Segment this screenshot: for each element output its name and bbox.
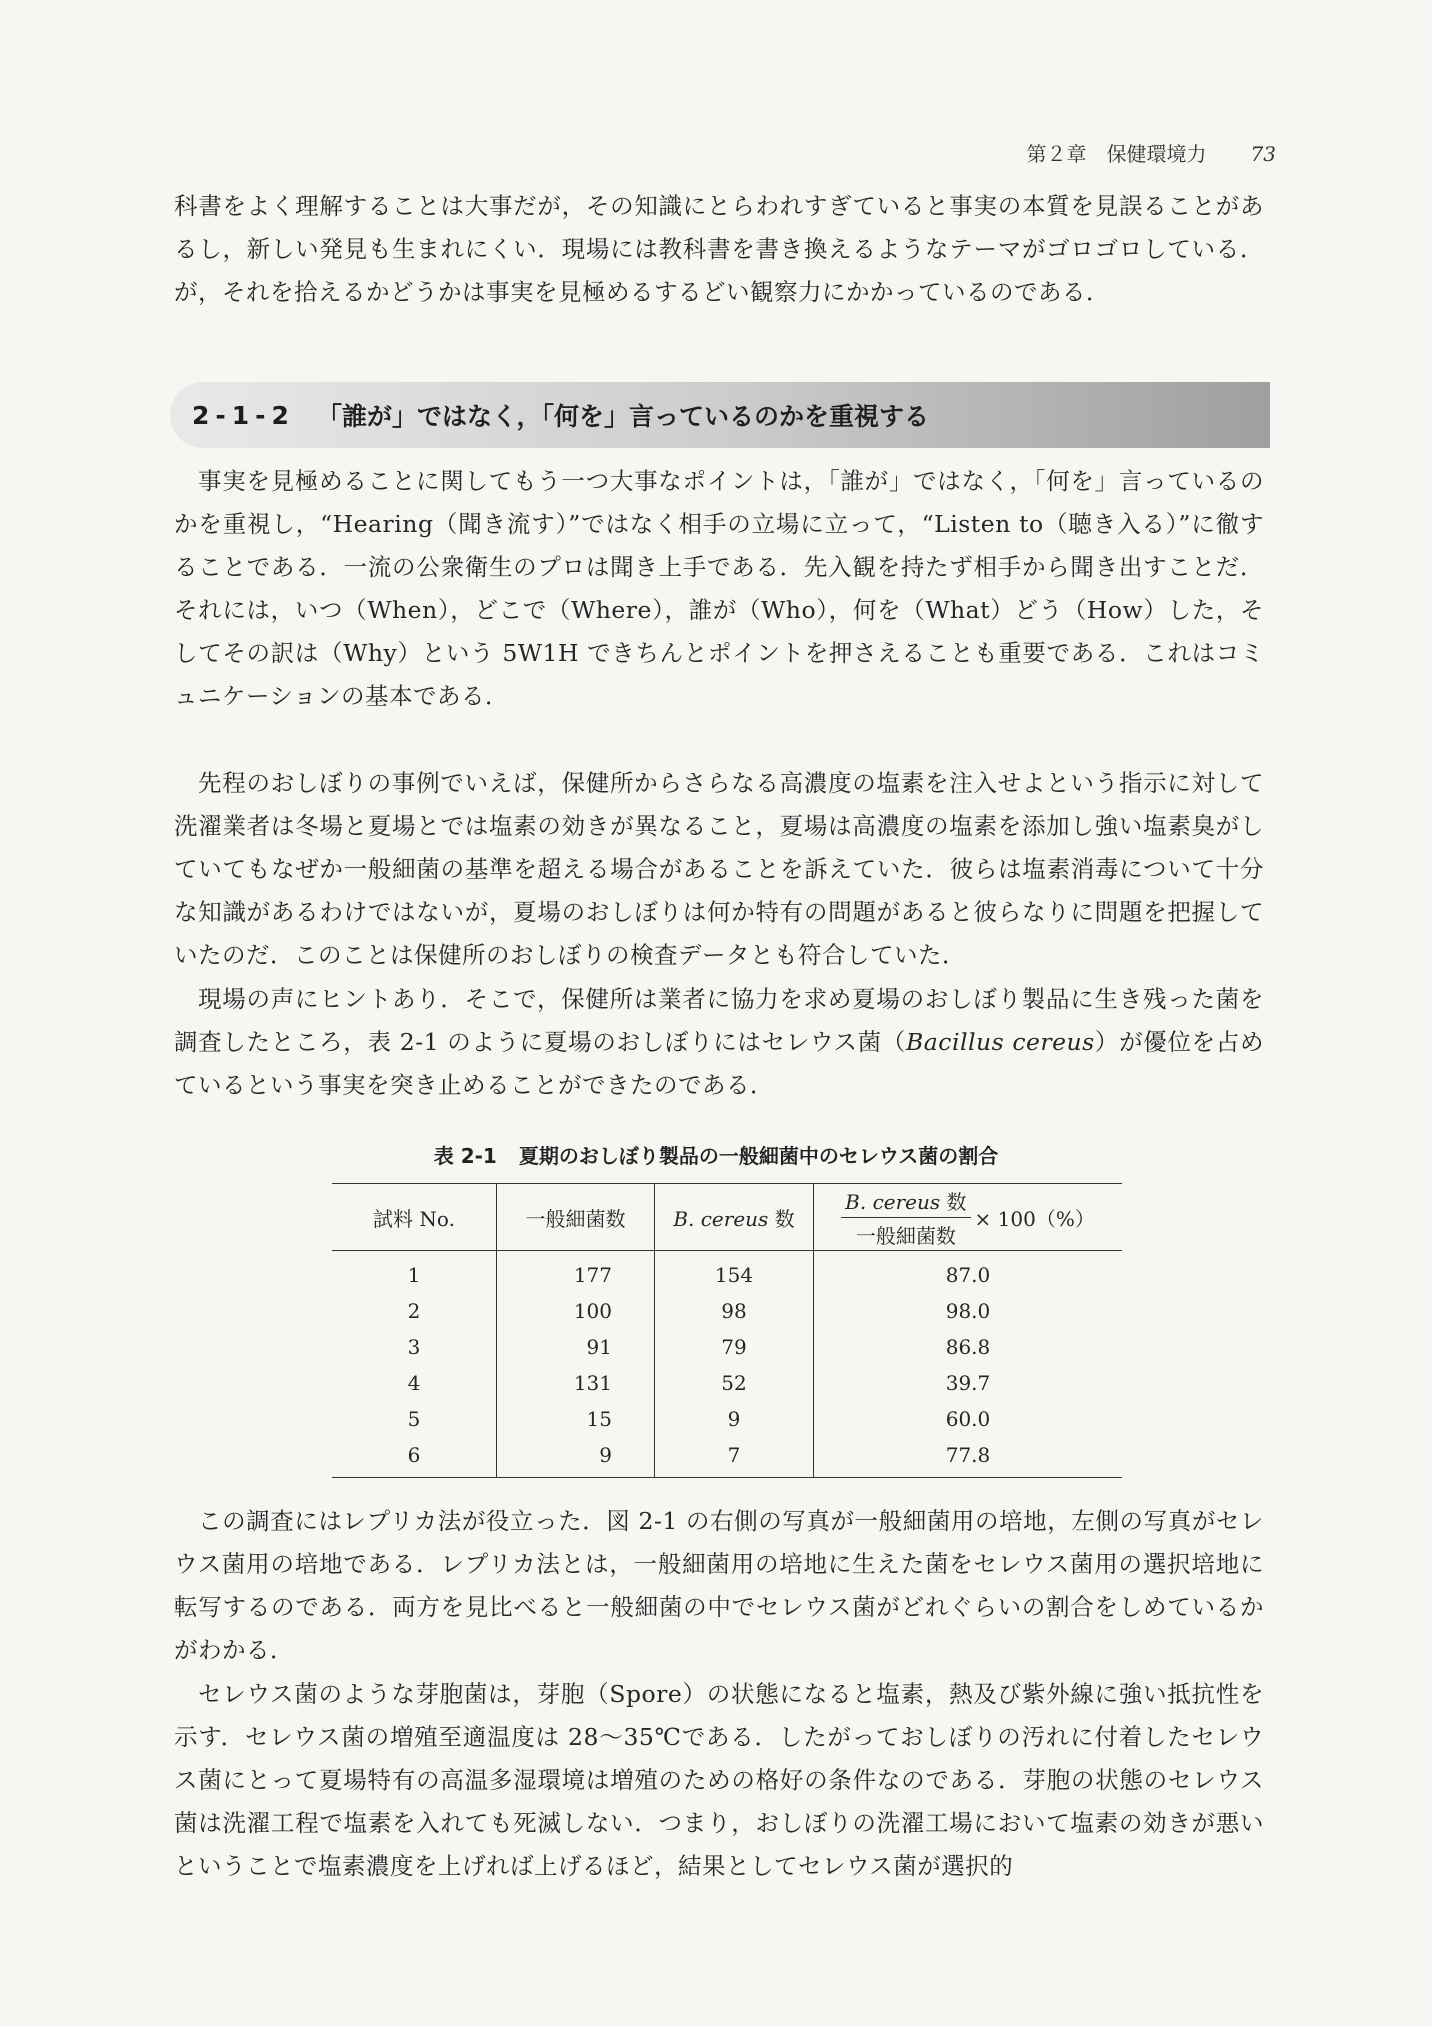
cell-cereus: 79 [655, 1329, 814, 1365]
cell-ratio: 86.8 [814, 1329, 1123, 1365]
cell-ratio: 39.7 [814, 1365, 1123, 1401]
cell-ratio: 77.8 [814, 1437, 1123, 1478]
cell-ratio: 98.0 [814, 1293, 1123, 1329]
cell-ratio: 60.0 [814, 1401, 1123, 1437]
table-row [332, 1365, 1122, 1401]
cell-sample: 1 [407, 1263, 421, 1287]
running-header [1027, 138, 1276, 167]
ratio-numerator-suffix: 数 [940, 1189, 967, 1214]
cell-sample: 3 [407, 1335, 421, 1359]
ratio-denominator: 一般細菌数 [855, 1223, 956, 1248]
cell-cereus: 154 [655, 1251, 814, 1294]
table-row [332, 1401, 1122, 1437]
cell-cereus: 7 [655, 1437, 814, 1478]
header-cereus [655, 1184, 814, 1251]
paragraph-3-text-a: 現場の声にヒントあり．そこで，保健所は業者に協力を求め夏場のおしぼり製品に生き残った菌を調査したところ，表 2-1 のように夏場のおしぼりにはセレウス菌（ [174, 985, 1264, 1056]
paragraph-5: セレウス菌のような芽胞菌は，芽胞（Spore）の状態になると塩素，熱及び紫外線に強い抵抗性を示す．セレウス菌の増殖至適温度は 28〜35℃である．したがっておしぼりの汚れに付着したセレウス菌にとって夏場特有の高温多湿環境は増殖のための格好の条件なのである．芽胞の状態のセレウス菌は洗濯工程で塩素を入れても死滅しない．つまり，おしぼりの洗濯工場において塩素の効きが悪いということで塩素濃度を上げれば上げるほど，結果としてセレウス菌が選択的 [174, 1680, 1264, 1880]
section-title: 「誰が」ではなく，「何を」言っているのかを重視する [316, 402, 929, 431]
cell-ratio: 87.0 [814, 1251, 1123, 1294]
table-row [332, 1437, 1122, 1478]
cell-general: 9 [497, 1437, 655, 1478]
header-general: 一般細菌数 [497, 1184, 655, 1251]
cell-cereus: 98 [655, 1293, 814, 1329]
cell-cereus: 9 [655, 1401, 814, 1437]
section-number: 2-1-2 [192, 400, 295, 430]
table-title: 夏期のおしぼり製品の一般細菌中のセレウス菌の割合 [518, 1144, 999, 1168]
table-number: 表 2-1 [433, 1144, 497, 1168]
species-name: Bacillus cereus [906, 1028, 1095, 1056]
paragraph-2: 先程のおしぼりの事例でいえば，保健所からさらなる高濃度の塩素を注入せよという指示に対して洗濯業者は冬場と夏場とでは塩素の効きが異なること，夏場は高濃度の塩素を添加し強い塩素臭がしていてもなぜか一般細菌の基準を超える場合があることを訴えていた．彼らは塩素消毒について十分な知識があるわけではないが，夏場のおしぼりは何か特有の問題があると彼らなりに問題を把握していたのだ．このことは保健所のおしぼりの検査データとも符合していた． [174, 769, 1264, 969]
chapter-title: 第２章 保健環境力 [1026, 142, 1207, 166]
cell-general: 91 [497, 1329, 655, 1365]
data-table [332, 1183, 1122, 1478]
cell-general: 177 [497, 1251, 655, 1294]
section-heading [170, 382, 1270, 448]
table-row [332, 1251, 1122, 1294]
cell-sample: 2 [407, 1299, 421, 1323]
ratio-suffix: × 100（%） [974, 1206, 1095, 1231]
cell-cereus: 52 [655, 1365, 814, 1401]
header-ratio [814, 1184, 1123, 1251]
table-row [332, 1329, 1122, 1365]
header-cereus-suffix: 数 [768, 1206, 795, 1231]
header-cereus-italic: B. cereus [673, 1206, 769, 1231]
paragraph-4: この調査にはレプリカ法が役立った．図 2-1 の右側の写真が一般細菌用の培地，左側の写真がセレウス菌用の培地である．レプリカ法とは，一般細菌用の培地に生えた菌をセレウス菌用の選択培地に転写するのである．両方を見比べると一般細菌の中でセレウス菌がどれぐらいの割合をしめているかがわかる． [174, 1507, 1264, 1664]
cell-sample: 4 [407, 1371, 421, 1395]
ratio-fraction [841, 1186, 970, 1249]
ratio-numerator [841, 1186, 970, 1218]
table-row [332, 1293, 1122, 1329]
header-sample: 試料 No. [332, 1184, 497, 1251]
paragraph-3-text-b: ）が優位を占めているという事実を突き止めることができたのである． [174, 1028, 1265, 1099]
cell-general: 15 [497, 1401, 655, 1437]
table-header-row [332, 1184, 1122, 1251]
table-caption [0, 1140, 1432, 1169]
cell-general: 100 [497, 1293, 655, 1329]
cell-sample: 5 [407, 1407, 421, 1431]
intro-paragraph: 科書をよく理解することは大事だが，その知識にとらわれすぎていると事実の本質を見誤ることがあるし，新しい発見も生まれにくい．現場には教科書を書き換えるようなテーマがゴロゴロしている．が，それを拾えるかどうかは事実を見極めるするどい観察力にかかっているのである． [174, 192, 1264, 306]
paragraph-1: 事実を見極めることに関してもう一つ大事なポイントは，「誰が」ではなく，「何を」言っているのかを重視し，“Hearing（聞き流す）”ではなく相手の立場に立って，“Listen to（聴き入る）”に徹することである．一流の公衆衛生のプロは聞き上手である．先入観を持たず相手から聞き出すことだ．それには，いつ（When），どこで（Where），誰が（Who），何を（What）どう（How）した，そしてその訳は（Why）という 5W1H できちんとポイントを押さえることも重要である．これはコミュニケーションの基本である． [174, 467, 1264, 710]
page-number: 73 [1250, 142, 1276, 166]
cell-general: 131 [497, 1365, 655, 1401]
paragraph-3 [174, 978, 1264, 1107]
cell-sample: 6 [332, 1437, 497, 1478]
ratio-numerator-italic: B. cereus [845, 1189, 941, 1214]
